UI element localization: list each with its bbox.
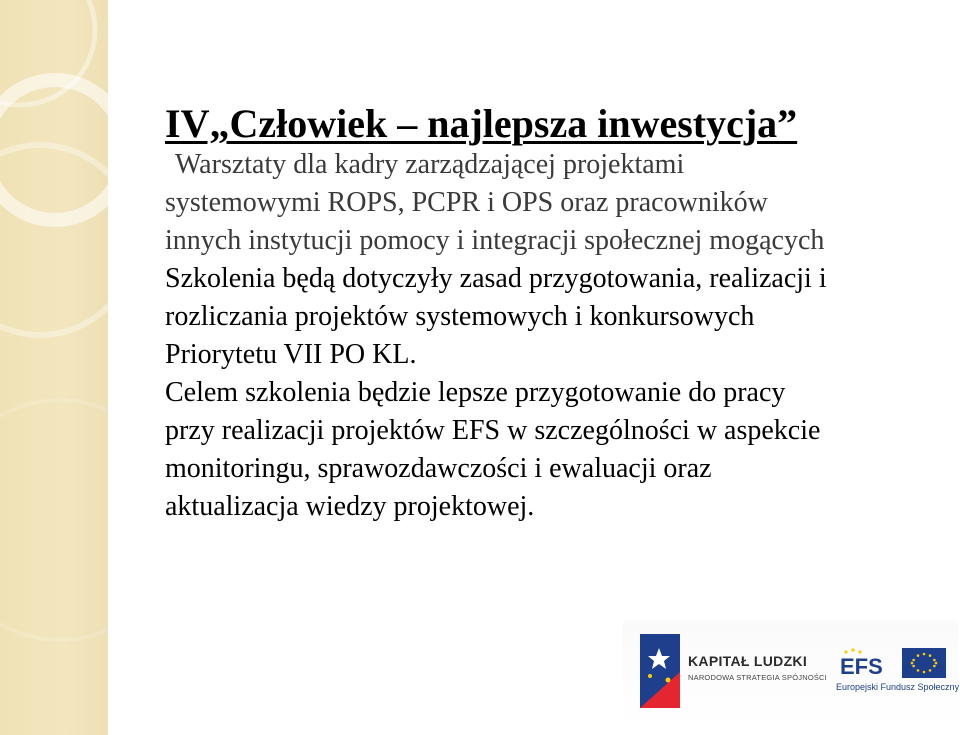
body-line: Priorytetu VII PO KL. (165, 339, 417, 370)
funding-logos-bar (622, 620, 958, 732)
body-line: monitoringu, sprawozdawczości i ewaluacji oraz (165, 453, 712, 484)
svg-text:EFS: EFS (840, 654, 883, 679)
decorative-side-band (0, 0, 108, 735)
slide-title: IV„Człowiek – najlepsza inwestycja” (165, 101, 798, 146)
decorative-circles (0, 0, 108, 735)
body-line: przy realizacji projektów EFS w szczególności w aspekcie (165, 415, 821, 446)
body-line: Celem szkolenia będzie lepsze przygotowanie do pracy (165, 377, 786, 408)
subtitle-line: Warsztaty dla kadry zarządzającej projektami (175, 149, 685, 180)
body-line: rozliczania projektów systemowych i konkursowych (165, 301, 755, 332)
body-line: Szkolenia będą dotyczyły zasad przygotowania, realizacji i (165, 263, 827, 294)
subtitle-line: systemowymi ROPS, PCPR i OPS oraz pracowników (165, 187, 768, 218)
slide-body (165, 146, 955, 526)
efs-caption: Europejski Fundusz Społeczny (836, 682, 960, 692)
efs-eu-logo-icon (838, 646, 948, 682)
kapital-ludzki-name: KAPITAŁ LUDZKI (688, 653, 808, 669)
kapital-ludzki-logo-icon (638, 632, 684, 712)
subtitle-line: innych instytucji pomocy i integracji społecznej mogących (165, 225, 825, 256)
eu-flag (902, 648, 946, 678)
kapital-ludzki-subtitle: NARODOWA STRATEGIA SPÓJNOŚCI (688, 673, 827, 682)
efs-letters (840, 648, 883, 679)
body-line: aktualizacja wiedzy projektowej. (165, 491, 535, 522)
